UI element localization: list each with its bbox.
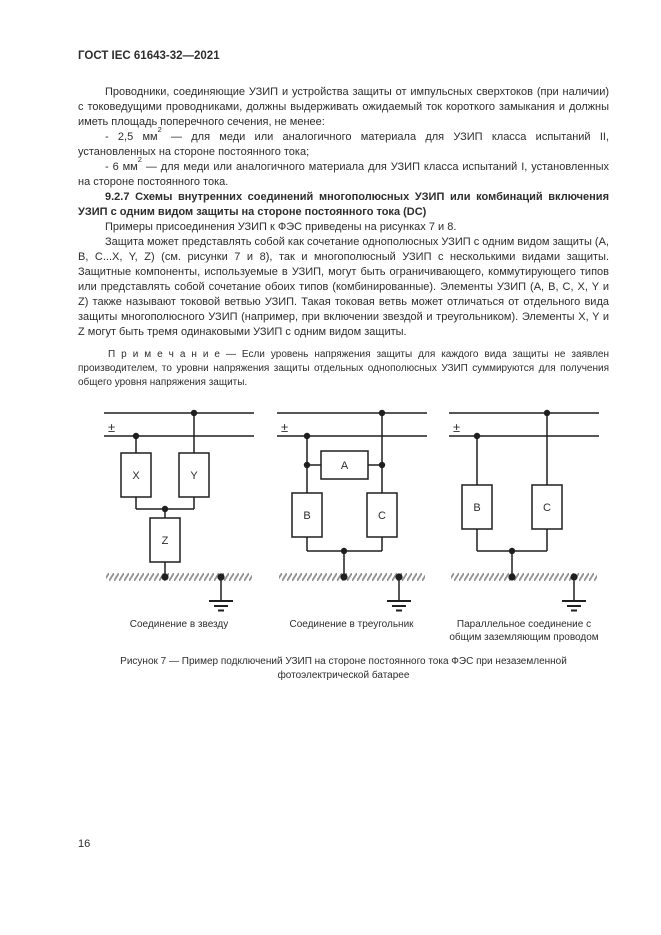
- figure-7-caption: Рисунок 7 — Пример подключений УЗИП на стороне постоянного тока ФЭС при незаземленной фотоэлектрической батарее: [120, 656, 567, 681]
- spd-element-label-z: Z: [161, 535, 169, 547]
- diagram-delta-connection: [267, 405, 437, 644]
- superscript-2: 2: [157, 125, 162, 135]
- diagram-star-connection: [94, 405, 264, 644]
- spd-element-label-y: Y: [190, 470, 198, 482]
- superscript-2: 2: [137, 155, 142, 165]
- list-item-6mm-text: - 6 мм: [105, 161, 138, 173]
- spd-element-label-b: B: [302, 510, 311, 522]
- diagram-parallel-svg: [439, 405, 609, 615]
- note-paragraph: [78, 348, 609, 390]
- spd-element-label-c: C: [543, 502, 551, 514]
- diagram-parallel-connection: [439, 405, 609, 644]
- paragraph-examples: Примеры присоединения УЗИП к ФЭС приведены на рисунках 7 и 8.: [105, 221, 457, 233]
- note-label: П р и м е ч а н и е: [108, 349, 220, 360]
- polarity-label: ±: [108, 420, 116, 435]
- diagram-caption-delta: Соединение в треугольник: [289, 619, 414, 630]
- list-item-6mm: [78, 155, 609, 190]
- paragraph-protection-types: Защита может представлять собой как сочетание однополюсных УЗИП с одним видом защиты (А, В, С...X, Y, Z) (см. рисунки 7 и 8), так и многополюсный УЗИП с несколькими видами защиты. Защитные компоненты, используемые в УЗИП, могут быть ограничивающего, коммутирующего типов или представлять собой сочетание обоих типов (комбинированные). Элементы УЗИП (А, В, С, X, Y и Z) также называют токовой ветвью УЗИП. Такая токовая ветвь может отличаться от отдельного вида защиты многополюсного УЗИП (например, при включении звездой и треугольником). Элементы X, Y и Z могут быть тремя одинаковыми УЗИП с одним видом защиты.: [78, 236, 609, 338]
- polarity-label: ±: [280, 420, 288, 435]
- list-item-6mm-rest: — для меди или аналогичного материала для УЗИП класса испытаний I, установленных на стороне постоянного тока.: [78, 161, 609, 188]
- spd-element-label-a: A: [340, 460, 348, 472]
- polarity-label: ±: [453, 420, 461, 435]
- diagram-caption-parallel: Параллельное соединение с общим заземляющим проводом: [449, 619, 599, 643]
- earth-icon: [562, 601, 586, 611]
- section-heading-9-2-7: 9.2.7 Схемы внутренних соединений многополюсных УЗИП или комбинаций включения УЗИП с одним видом защиты на стороне постоянного тока (DC): [78, 191, 609, 218]
- earth-icon: [209, 601, 233, 611]
- paragraph-conductors: Проводники, соединяющие УЗИП и устройства защиты от импульсных сверхтоков (при наличии) с токоведущими проводниками, должны выдерживать ожидаемый ток короткого замыкания и должны иметь площадь поперечного сечения, не менее:: [78, 86, 609, 128]
- spd-element-label-b: B: [473, 502, 481, 514]
- diagram-caption-star: Соединение в звезду: [129, 619, 229, 630]
- list-item-2-5mm: [78, 125, 609, 160]
- list-item-2-5mm-text: - 2,5 мм: [105, 131, 158, 143]
- figure-7-diagrams: [94, 405, 609, 644]
- ground-bar: [106, 573, 252, 581]
- list-item-2-5mm-rest: — для меди или аналогичного материала для УЗИП класса испытаний II, установленных на стороне постоянного тока;: [78, 131, 609, 158]
- spd-element-label-c: C: [377, 510, 386, 522]
- diagram-delta-svg: [267, 405, 437, 615]
- wires: [104, 413, 254, 601]
- page-number: 16: [78, 838, 91, 850]
- earth-icon: [387, 601, 411, 611]
- document-header: ГОСТ IEC 61643-32—2021: [78, 50, 220, 62]
- ground-bar: [279, 573, 425, 581]
- diagram-star-svg: [94, 405, 264, 615]
- spd-element-label-x: X: [132, 470, 140, 482]
- note-text: — Если уровень напряжения защиты для каждого вида защиты не заявлен производителем, то уровни напряжения защиты отдельных однополюсных УЗИП суммируются для получения общего уровня напряжения защиты.: [78, 349, 609, 388]
